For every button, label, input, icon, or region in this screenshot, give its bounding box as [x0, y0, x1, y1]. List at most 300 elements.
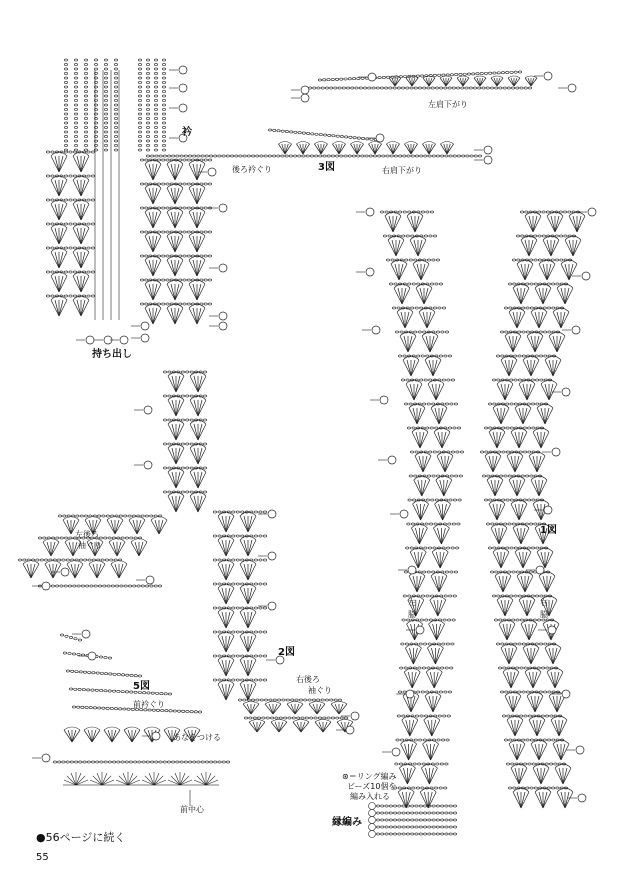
fan-stitch	[388, 240, 396, 256]
fan-stitch	[551, 720, 559, 736]
chain-stitch	[525, 475, 528, 477]
chain-stitch	[165, 710, 168, 712]
fan-stitch	[249, 722, 257, 732]
chain-stitch	[539, 355, 542, 357]
fan-stitch	[531, 78, 537, 86]
fan-stitch	[153, 308, 157, 324]
chain-stitch	[146, 117, 149, 119]
fan-stitch	[175, 236, 179, 252]
fan-stitch	[407, 216, 415, 232]
fan-stitch	[523, 384, 527, 400]
fan-stitch	[415, 528, 419, 544]
chain-stitch	[520, 619, 523, 621]
chain-stitch	[410, 307, 413, 309]
fan-stitch	[257, 722, 261, 732]
chain-stitch	[490, 87, 493, 89]
fan-stitch	[55, 180, 59, 196]
fan-stitch	[247, 704, 251, 714]
chain-stitch	[518, 595, 521, 597]
chain-stitch	[506, 451, 509, 453]
chain-stitch	[348, 78, 351, 80]
fan-stitch	[410, 240, 418, 256]
chain-stitch	[77, 706, 80, 708]
chain-stitch	[405, 643, 408, 645]
chain-stitch	[69, 636, 72, 638]
chain-stitch	[162, 63, 165, 65]
fan-stitch	[131, 542, 139, 556]
chain-stitch	[74, 761, 77, 763]
chain-stitch	[108, 690, 111, 692]
chain-stitch	[145, 303, 148, 305]
chain-stitch	[112, 690, 115, 692]
fan-stitch	[248, 540, 252, 556]
chain-stitch	[150, 515, 153, 517]
fan-arc	[331, 702, 347, 705]
chain-stitch	[402, 812, 405, 814]
chain-stitch	[416, 691, 419, 693]
chain-stitch	[66, 559, 69, 561]
chain-stitch	[263, 631, 266, 633]
fan-stitch	[244, 684, 248, 700]
fan-stitch	[428, 720, 432, 736]
fan-stitch	[513, 792, 521, 808]
fan-stitch	[404, 672, 412, 688]
chain-stitch	[241, 583, 244, 585]
fan-stitch	[505, 360, 509, 376]
fan-stitch	[477, 78, 480, 86]
chain-stitch	[172, 155, 175, 157]
fan-stitch	[244, 636, 248, 652]
fan-stitch	[521, 624, 529, 640]
chain-stitch	[380, 211, 383, 213]
chain-stitch	[377, 155, 380, 157]
chain-stitch	[279, 717, 282, 719]
chain-stitch	[550, 715, 553, 717]
fan-stitch	[493, 504, 497, 520]
chain-stitch	[104, 140, 107, 142]
chain-stitch	[289, 155, 292, 157]
fan-stitch	[565, 288, 569, 304]
chain-stitch	[85, 706, 88, 708]
fan-stitch	[59, 156, 63, 172]
fan-stitch	[339, 144, 346, 154]
chain-stitch	[114, 86, 117, 88]
chain-stitch	[98, 585, 101, 587]
chain-stitch	[443, 619, 446, 621]
fan-stitch	[171, 164, 175, 180]
fan-stitch	[285, 144, 288, 154]
fan-stitch	[153, 212, 161, 228]
chain-stitch	[504, 475, 507, 477]
chain-stitch	[68, 652, 71, 654]
chain-stitch	[198, 711, 201, 713]
fan-stitch	[81, 300, 89, 316]
fan-stitch	[81, 204, 89, 220]
fan-stitch	[301, 722, 309, 732]
chain-stitch	[64, 585, 67, 587]
fan-stitch	[549, 600, 557, 616]
chain-stitch	[406, 87, 409, 89]
fan-stitch	[421, 768, 429, 784]
fan-stitch	[416, 288, 424, 304]
fan-stitch	[555, 672, 559, 688]
chain-stitch	[69, 295, 72, 297]
chain-stitch	[154, 68, 157, 70]
chain-stitch	[104, 86, 107, 88]
fan-stitch	[218, 612, 226, 628]
chain-stitch	[498, 451, 501, 453]
fan-stitch	[539, 576, 547, 592]
chain-stitch	[114, 135, 117, 137]
fan-stitch	[406, 792, 414, 808]
fan-stitch	[411, 696, 415, 712]
fan-stitch	[63, 520, 71, 534]
chain-stitch	[110, 559, 113, 561]
chain-stitch	[75, 670, 78, 672]
fan-stitch	[436, 384, 444, 400]
chain-stitch	[69, 199, 72, 201]
chain-stitch	[104, 126, 107, 128]
chain-stitch	[376, 812, 379, 814]
row-number-marker	[301, 86, 309, 94]
chain-stitch	[254, 655, 257, 657]
chain-stitch	[446, 643, 449, 645]
chain-stitch	[450, 403, 453, 405]
chain-stitch	[157, 207, 160, 209]
fan-stitch	[172, 376, 176, 392]
fan-stitch	[198, 424, 202, 440]
fan-stitch	[499, 528, 507, 544]
chain-stitch	[98, 707, 101, 709]
chain-stitch	[555, 235, 558, 237]
fan-stitch	[429, 360, 433, 376]
chain-stitch	[436, 763, 439, 765]
fan-stitch	[503, 576, 507, 592]
chain-stitch	[432, 812, 435, 814]
fan-stitch	[553, 744, 561, 760]
chain-stitch	[145, 255, 148, 257]
row-number-marker	[536, 566, 544, 574]
chain-stitch	[545, 763, 548, 765]
chain-stitch	[530, 283, 533, 285]
chain-stitch	[84, 68, 87, 70]
chain-stitch	[526, 787, 529, 789]
chain-stitch	[138, 59, 141, 61]
chain-stitch	[154, 149, 157, 151]
fan-stitch	[153, 308, 161, 324]
chain-stitch	[277, 699, 280, 701]
fan-stitch	[509, 360, 517, 376]
fan-stitch	[81, 180, 85, 196]
chain-stitch	[64, 77, 67, 79]
fan-stitch	[313, 704, 317, 714]
chain-stitch	[432, 155, 435, 157]
page-number: 55	[36, 852, 49, 863]
fan-stitch	[408, 336, 416, 352]
fan-stitch	[559, 720, 563, 736]
chain-stitch	[355, 87, 358, 89]
chain-stitch	[543, 739, 546, 741]
fan-arc	[184, 727, 200, 730]
fan-stitch	[410, 384, 414, 400]
chain-stitch	[401, 643, 404, 645]
fan-stitch	[189, 212, 197, 228]
chain-stitch	[436, 805, 439, 807]
chain-stitch	[436, 259, 439, 261]
fan-stitch	[222, 540, 226, 556]
chain-stitch	[70, 761, 73, 763]
chain-stitch	[546, 211, 549, 213]
chain-stitch	[91, 175, 94, 177]
chain-stitch	[389, 812, 392, 814]
chain-stitch	[500, 691, 503, 693]
chain-stitch	[435, 87, 438, 89]
chain-stitch	[74, 68, 77, 70]
fan-stitch	[421, 504, 425, 520]
fan-stitch	[81, 252, 89, 268]
chain-stitch	[102, 515, 105, 517]
fan-stitch	[549, 336, 557, 352]
fan-stitch	[172, 496, 176, 512]
chain-stitch	[436, 475, 439, 477]
chain-stitch	[77, 653, 80, 655]
fan-stitch	[439, 576, 447, 592]
fan-stitch	[222, 636, 226, 652]
chain-stitch	[114, 113, 117, 115]
chain-stitch	[236, 631, 239, 633]
chain-stitch	[128, 585, 131, 587]
chain-stitch	[146, 144, 149, 146]
chain-stitch	[137, 585, 140, 587]
chain-stitch	[514, 595, 517, 597]
fan-stitch	[433, 360, 437, 376]
fan-stitch	[135, 542, 139, 556]
chain-stitch	[183, 255, 186, 257]
chain-stitch	[403, 155, 406, 157]
fan-stitch	[525, 264, 529, 280]
chain-stitch	[314, 717, 317, 719]
fan-stitch	[59, 252, 63, 268]
chain-stitch	[73, 271, 76, 273]
fan-stitch	[153, 236, 157, 252]
chain-stitch	[74, 90, 77, 92]
fan-stitch	[175, 212, 179, 228]
chain-stitch	[370, 138, 373, 140]
chain-stitch	[535, 643, 538, 645]
chain-stitch	[516, 235, 519, 237]
fan-stitch	[513, 744, 517, 760]
fan-stitch	[411, 624, 415, 640]
fan-stitch	[92, 730, 100, 742]
fan-stitch	[414, 552, 418, 568]
chain-stitch	[106, 515, 109, 517]
fan-stitch	[405, 312, 409, 328]
chain-stitch	[528, 451, 531, 453]
chain-stitch	[241, 535, 244, 537]
chain-stitch	[427, 667, 430, 669]
chain-stitch	[231, 631, 234, 633]
fan-stitch	[442, 432, 450, 448]
chain-stitch	[448, 87, 451, 89]
fan-stitch	[295, 704, 299, 714]
chain-stitch	[453, 499, 456, 501]
fan-stitch	[533, 216, 541, 232]
chain-stitch	[241, 511, 244, 513]
row-number-marker	[179, 84, 187, 92]
chain-stitch	[428, 833, 431, 835]
chain-stitch	[104, 117, 107, 119]
chain-stitch	[543, 691, 546, 693]
fan-stitch	[561, 288, 565, 304]
fan-stitch	[539, 480, 543, 496]
row-number-marker	[392, 748, 400, 756]
fan-stitch	[168, 496, 176, 512]
chain-stitch	[91, 295, 94, 297]
fan-stitch	[190, 424, 198, 440]
chain-stitch	[72, 653, 75, 655]
chain-stitch	[508, 283, 511, 285]
fan-stitch	[59, 276, 63, 292]
fan-stitch	[339, 704, 343, 714]
fan-stitch	[168, 730, 172, 742]
fan-stitch	[194, 472, 198, 488]
chain-stitch	[159, 761, 162, 763]
chain-stitch	[88, 559, 91, 561]
chain-stitch	[159, 155, 162, 157]
fan-arc	[337, 720, 353, 723]
chain-stitch	[398, 812, 401, 814]
fan-stitch	[77, 204, 81, 220]
chain-stitch	[383, 235, 386, 237]
chain-stitch	[145, 231, 148, 233]
fan-stitch	[287, 704, 295, 714]
chain-stitch	[100, 761, 103, 763]
chain-stitch	[296, 717, 299, 719]
fan-stitch	[248, 588, 256, 604]
chain-stitch	[154, 72, 157, 74]
chain-stitch	[469, 87, 472, 89]
row-number-marker	[219, 312, 227, 320]
fan-stitch	[434, 672, 442, 688]
chain-stitch	[187, 159, 190, 161]
fan-stitch	[555, 768, 563, 784]
chain-stitch	[51, 175, 54, 177]
fan-stitch	[535, 480, 539, 496]
edging-row-marker	[369, 810, 376, 817]
fan-stitch	[501, 360, 509, 376]
fan-stitch	[198, 448, 206, 464]
chain-stitch	[193, 155, 196, 157]
chain-stitch	[259, 655, 262, 657]
fan-arc	[531, 476, 547, 480]
fan-stitch	[407, 360, 411, 376]
chain-stitch	[551, 787, 554, 789]
fan-stitch	[521, 528, 525, 544]
chain-stitch	[176, 155, 179, 157]
chain-stitch	[295, 699, 298, 701]
chain-stitch	[162, 144, 165, 146]
fan-stitch	[193, 260, 197, 276]
fan-stitch	[197, 260, 205, 276]
chain-stitch	[505, 691, 508, 693]
chain-stitch	[114, 90, 117, 92]
fan-stitch	[153, 260, 157, 276]
fan-stitch	[64, 730, 72, 742]
row-number-marker	[268, 552, 276, 560]
fan-stitch	[529, 624, 533, 640]
fan-stitch	[507, 672, 511, 688]
fan-stitch	[331, 704, 339, 714]
chain-stitch	[87, 199, 90, 201]
fan-stitch	[413, 576, 417, 592]
fan-stitch	[257, 722, 265, 732]
chain-stitch	[433, 451, 436, 453]
fan-stitch	[115, 520, 123, 534]
fan-stitch	[545, 360, 553, 376]
chain-stitch	[373, 155, 376, 157]
fan-stitch	[445, 456, 449, 472]
chain-stitch	[125, 761, 128, 763]
fan-stitch	[513, 528, 521, 544]
left-back-armhole-label-1: 左後ろ	[75, 530, 99, 539]
chain-stitch	[154, 99, 157, 101]
chain-stitch	[523, 427, 526, 429]
chain-stitch	[166, 279, 169, 281]
fan-arc	[167, 160, 183, 164]
fan-stitch	[197, 284, 205, 300]
fan-stitch	[557, 312, 561, 328]
fan-stitch	[81, 180, 89, 196]
fan-stitch	[441, 528, 449, 544]
fan-stitch	[426, 144, 429, 154]
fan-stitch	[51, 542, 55, 556]
chain-stitch	[450, 571, 453, 573]
chain-stitch	[398, 355, 401, 357]
fan-stitch	[411, 144, 414, 154]
fan-stitch	[537, 720, 545, 736]
chain-stitch	[323, 79, 326, 81]
fan-stitch	[533, 672, 541, 688]
fan-stitch	[515, 720, 523, 736]
row-number-marker	[548, 626, 556, 634]
chain-stitch	[506, 71, 509, 73]
fan-stitch	[226, 612, 234, 628]
chain-stitch	[91, 271, 94, 273]
row-number-marker	[400, 510, 408, 518]
fan-stitch	[240, 636, 248, 652]
fan-stitch	[357, 144, 364, 154]
fan-stitch	[511, 672, 519, 688]
chain-stitch	[419, 826, 422, 828]
fan-stitch	[565, 792, 569, 808]
chain-stitch	[96, 672, 99, 674]
chain-stitch	[331, 78, 334, 80]
chain-stitch	[264, 155, 267, 157]
fan-stitch	[497, 432, 505, 448]
chain-stitch	[63, 652, 66, 654]
chain-stitch	[213, 607, 216, 609]
chain-stitch	[84, 77, 87, 79]
fan-stitch	[405, 144, 412, 154]
chain-stitch	[406, 235, 409, 237]
fan-stitch	[59, 180, 67, 196]
fan-stitch	[420, 432, 424, 448]
chain-stitch	[421, 691, 424, 693]
fan-stitch	[198, 472, 202, 488]
fan-stitch	[447, 144, 450, 154]
fan-stitch	[418, 480, 422, 496]
chain-stitch	[138, 81, 141, 83]
